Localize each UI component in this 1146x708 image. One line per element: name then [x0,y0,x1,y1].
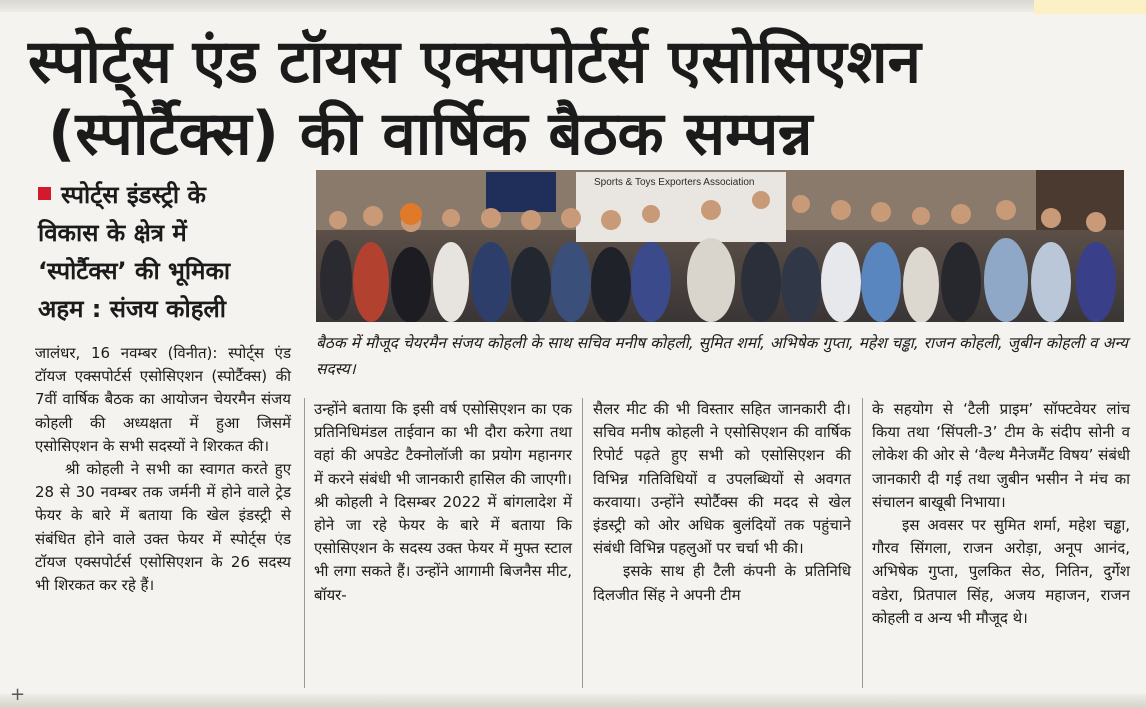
subheading [38,176,300,328]
subheading-line-4: अहम : संजय कोहली [38,295,226,323]
article-column-3 [593,398,851,607]
red-square-bullet-icon [38,187,51,200]
page-bottom-edge [0,694,1146,708]
article-paragraph: जालंधर, 16 नवम्बर (विनीत): स्पोर्ट्स एंड टॉयज एक्सपोर्टर्स एसोसिएशन (स्पोर्टैक्स) की 7वीं वार्षिक बैठक का आयोजन चेयरमैन संजय कोहली की अध्यक्षता में हुआ जिसमें एसोसिएशन के सभी सदस्यों ने शिरकत की। [35,344,291,455]
article-column-2 [314,398,572,607]
article-paragraph: इसके साथ ही टैली कंपनी के प्रतिनिधि दिलजीत सिंह ने अपनी टीम [593,562,851,604]
column-divider [862,398,863,688]
article-paragraph: इस अवसर पर सुमित शर्मा, महेश चड्ढा, गौरव सिंगला, राजन अरोड़ा, अनूप आनंद, अभिषेक गुप्ता, पुलकित सेठ, नितिन, दुर्गेश वडेरा, प्रितपाल सिंह, अजय महाजन, राजन कोहली व अन्य भी मौजूद थे। [872,516,1130,627]
headline-line-1: स्पोर्ट्स एंड टॉयस एक्सपोर्टर्स एसोसिएशन [28,27,921,97]
article-paragraph: उन्होंने बताया कि इसी वर्ष एसोसिएशन का एक प्रतिनिधिमंडल ताईवान का भी दौरा करेगा तथा वहां की अपडेट टैक्नोलॉजी का प्रयोग महानगर में करने संबंधी भी जानकारी हासिल की जाएगी। श्री कोहली ने दिसम्बर 2022 में बांगलादेश में होने जा रहे फेयर के बारे में बताया कि एसोसिएशन के सदस्य उक्त फेयर में मुफ्त स्टाल भी लगा सकते हैं। उन्होंने आगामी बिजनैस मीट, बॉयर- [314,400,572,604]
column-divider [582,398,583,688]
crosshair-mark-icon: + [10,684,26,705]
article-column-4 [872,398,1130,630]
headline-line-2: (स्पोर्टैक्स) की वार्षिक बैठक सम्पन्न [48,99,813,169]
article-column-1 [35,342,291,597]
article-paragraph: के सहयोग से ‘टैली प्राइम’ सॉफ्टवेयर लांच किया तथा ‘सिंपली-3’ टीम के संदीप सोनी व लोकेश की ओर से ‘वैल्थ मैनेजमैंट विषय’ संबंधी जानकारी दी गई तथा जुबीन भसीन ने मंच का संचालन बाखूबी निभाया। [872,400,1130,511]
column-divider [304,398,305,688]
subheading-line-3: ‘स्पोर्टैक्स’ की भूमिका [38,257,231,285]
page-top-edge [0,0,1146,12]
photo-caption: बैठक में मौजूद चेयरमैन संजय कोहली के साथ सचिव मनीष कोहली, सुमित शर्मा, अभिषेक गुप्ता, महेश चड्ढा, राजन कोहली, जुबीन कोहली व अन्य सदस्य। [316,334,1129,378]
group-photo [316,170,1124,322]
article-paragraph: श्री कोहली ने सभी का स्वागत करते हुए 28 से 30 नवम्बर तक जर्मनी में होने वाले ट्रेड फेयर के बारे में बताया कि खेल इंडस्ट्री से संबंधित होने वाले उक्त फेयर में स्पोर्ट्स एंड टॉयज एक्सपोर्टर्स एसोसिएशन के 26 सदस्य भी शिरकत कर रहे हैं। [35,460,291,595]
banner-text: Sports & Toys Exporters Association [594,177,755,188]
page-corner-highlight [1034,0,1146,14]
article-paragraph: सैलर मीट की भी विस्तार सहित जानकारी दी। सचिव मनीष कोहली ने एसोसिएशन की वार्षिक रिपोर्ट पढ़ते हुए सभी को एसोसिएशन की विभिन्न गतिविधियों व उपलब्धियों से अवगत करवाया। उन्होंने स्पोर्टैक्स की मदद से खेल इंडस्ट्री को ओर अधिक बुलंदियों तक पहुंचाने संबंधी विभिन्न पहलुओं पर चर्चा भी की। [593,400,851,558]
subheading-line-1: स्पोर्ट्स इंडस्ट्री के [38,176,300,214]
group-photo-illustration [316,170,1124,322]
subheading-line-2: विकास के क्षेत्र में [38,219,187,247]
